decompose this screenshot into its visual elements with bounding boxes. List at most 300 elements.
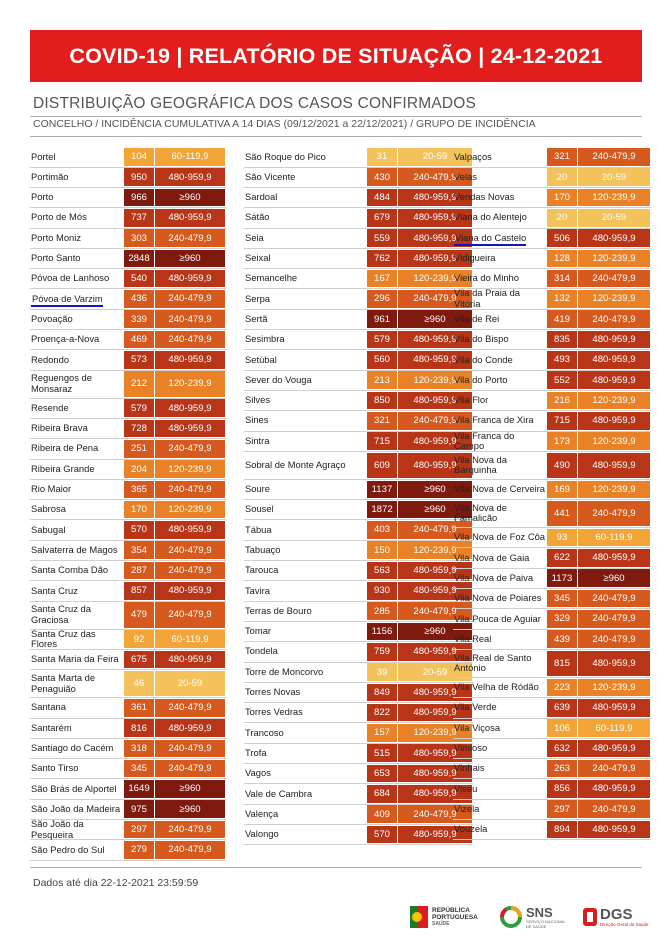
incidence-group: 20-59 xyxy=(155,671,225,696)
municipality-name-text: Soure xyxy=(245,483,271,495)
municipality-name-text: Valongo xyxy=(245,828,279,840)
municipality-name xyxy=(453,682,546,693)
municipality-name-text: Velas xyxy=(454,170,477,182)
municipality-name-text: São Brás de Alportel xyxy=(31,782,117,794)
municipality-row xyxy=(30,208,226,229)
section-title: DISTRIBUIÇÃO GEOGRÁFICA DOS CASOS CONFIRMADOS xyxy=(33,95,477,112)
municipality-name xyxy=(244,586,366,597)
municipality-name xyxy=(453,273,546,284)
incidence-value: 314 xyxy=(547,270,577,288)
municipality-row xyxy=(453,500,651,528)
incidence-group: 480-959,9 xyxy=(398,744,472,762)
municipality-row xyxy=(453,528,651,549)
municipality-name-text: Valpaços xyxy=(454,150,492,162)
incidence-group: 240-479,9 xyxy=(155,821,225,839)
municipality-name-text: Redondo xyxy=(31,353,70,365)
municipality-row xyxy=(453,167,651,188)
municipality-name xyxy=(244,565,366,576)
municipality-row xyxy=(244,784,473,805)
incidence-value: 303 xyxy=(124,229,154,247)
municipality-name-text: Setúbal xyxy=(245,353,277,365)
incidence-group: 120-239,9 xyxy=(578,189,650,207)
municipality-row xyxy=(244,208,473,229)
municipality-row xyxy=(453,289,651,310)
municipality-name xyxy=(244,789,366,800)
municipality-row xyxy=(244,561,473,582)
incidence-group: 480-959,9 xyxy=(398,765,472,783)
municipality-row xyxy=(453,739,651,760)
municipality-row xyxy=(30,820,226,841)
incidence-group: ≥960 xyxy=(155,780,225,798)
incidence-group: 120-239,9 xyxy=(398,270,472,288)
municipality-name xyxy=(30,819,123,840)
incidence-value: 850 xyxy=(367,392,397,410)
municipality-name xyxy=(30,743,123,754)
incidence-value: 2848 xyxy=(124,250,154,268)
incidence-group: ≥960 xyxy=(578,569,650,587)
incidence-value: 849 xyxy=(367,684,397,702)
incidence-group: 240-479,9 xyxy=(398,805,472,823)
municipality-name-text: Torre de Moncorvo xyxy=(245,665,324,677)
municipality-name xyxy=(453,702,546,713)
incidence-group: 60-119,9 xyxy=(155,148,225,166)
municipality-name-text: Sardoal xyxy=(245,191,278,203)
logo-text: SNS xyxy=(526,904,553,920)
municipality-row xyxy=(453,589,651,610)
incidence-value: 132 xyxy=(547,290,577,308)
incidence-value: 46 xyxy=(124,671,154,696)
municipality-name xyxy=(30,152,123,163)
municipality-row xyxy=(453,650,651,678)
incidence-value: 167 xyxy=(367,270,397,288)
municipality-row xyxy=(30,370,226,398)
incidence-value: 173 xyxy=(547,432,577,450)
municipality-name-text: Reguengos de Monsaraz xyxy=(31,372,92,394)
incidence-group: 480-959,9 xyxy=(155,168,225,186)
incidence-group: 480-959,9 xyxy=(578,651,650,676)
incidence-group: 480-959,9 xyxy=(155,719,225,737)
municipality-row xyxy=(244,723,473,744)
incidence-group: 120-239,9 xyxy=(155,371,225,396)
municipality-name-text: Povoação xyxy=(31,312,73,324)
incidence-value: 409 xyxy=(367,805,397,823)
incidence-group: 120-239,9 xyxy=(578,679,650,697)
municipality-row xyxy=(244,601,473,622)
incidence-group: 480-959,9 xyxy=(398,189,472,207)
incidence-value: 515 xyxy=(367,744,397,762)
municipality-row xyxy=(453,480,651,501)
municipality-row xyxy=(453,629,651,650)
municipality-name xyxy=(453,573,546,584)
municipality-name-text: Vila Pouca de Aguiar xyxy=(454,612,541,624)
municipality-name xyxy=(244,436,366,447)
municipality-name xyxy=(453,172,546,183)
municipality-row xyxy=(453,718,651,739)
municipality-row xyxy=(453,208,651,229)
municipality-name xyxy=(30,586,123,597)
municipality-row xyxy=(244,147,473,168)
municipality-name xyxy=(244,375,366,386)
municipality-name xyxy=(244,192,366,203)
municipality-name xyxy=(244,152,366,163)
incidence-value: 204 xyxy=(124,460,154,478)
municipality-name xyxy=(30,443,123,454)
municipality-row xyxy=(30,167,226,188)
incidence-group: 60-119,9 xyxy=(155,630,225,648)
incidence-group: 480-959,9 xyxy=(155,399,225,417)
municipality-name-text: Vila Real xyxy=(454,632,492,644)
incidence-value: 436 xyxy=(124,290,154,308)
incidence-value: 354 xyxy=(124,541,154,559)
municipality-name-text: Ribeira Brava xyxy=(31,422,88,434)
municipality-name-text: Vila Nova de Famalicão xyxy=(454,501,507,524)
municipality-name xyxy=(244,212,366,223)
municipality-name xyxy=(30,763,123,774)
incidence-group: 240-479,9 xyxy=(578,148,650,166)
municipality-name xyxy=(244,829,366,840)
municipality-name-text: Póvoa de Lanhoso xyxy=(31,272,110,284)
incidence-group: 480-959,9 xyxy=(398,250,472,268)
municipality-name xyxy=(244,395,366,406)
incidence-value: 92 xyxy=(124,630,154,648)
municipality-name xyxy=(244,273,366,284)
report-title-banner xyxy=(30,30,642,82)
municipality-name xyxy=(453,314,546,325)
municipality-name-text: Tondela xyxy=(245,645,278,657)
municipality-name-text: Santa Cruz das Flores xyxy=(31,627,96,650)
incidence-group: 480-959,9 xyxy=(578,780,650,798)
incidence-value: 479 xyxy=(124,602,154,627)
incidence-group: 480-959,9 xyxy=(155,420,225,438)
incidence-group: 240-479,9 xyxy=(578,501,650,526)
incidence-value: 469 xyxy=(124,331,154,349)
incidence-group: ≥960 xyxy=(398,501,472,519)
logo-text: DGS xyxy=(600,905,633,923)
municipality-name xyxy=(30,373,123,394)
incidence-value: 961 xyxy=(367,310,397,328)
incidence-group: 20-59 xyxy=(398,148,472,166)
municipality-name-text: Vila Franca de Xira xyxy=(454,414,534,426)
municipality-row xyxy=(244,350,473,371)
municipality-name xyxy=(244,748,366,759)
municipality-row xyxy=(244,452,473,480)
incidence-group: 480-959,9 xyxy=(398,785,472,803)
municipality-name-text: Vila Nova da Barquinha xyxy=(454,453,507,476)
incidence-group: 480-959,9 xyxy=(578,331,650,349)
municipality-name xyxy=(244,606,366,617)
municipality-row xyxy=(453,350,651,371)
municipality-row xyxy=(244,804,473,825)
incidence-value: 762 xyxy=(367,250,397,268)
municipality-name xyxy=(453,804,546,815)
incidence-value: 1137 xyxy=(367,481,397,499)
incidence-group: 120-239,9 xyxy=(155,460,225,478)
incidence-value: 632 xyxy=(547,740,577,758)
dgs-logo xyxy=(583,900,653,934)
incidence-group: 480-959,9 xyxy=(398,582,472,600)
municipality-name-text: Valença xyxy=(245,807,279,819)
municipality-name-text: Vila do Bispo xyxy=(454,333,509,345)
incidence-group: 480-959,9 xyxy=(398,643,472,661)
municipality-name-text: Semancelhe xyxy=(245,272,298,284)
municipality-row xyxy=(30,698,226,719)
republica-portuguesa-logo xyxy=(410,900,496,934)
municipality-name xyxy=(30,673,123,694)
municipality-name xyxy=(30,545,123,556)
municipality-row xyxy=(244,642,473,663)
municipality-name-text: Santiago do Cacém xyxy=(31,742,114,754)
municipality-name-text: Vouzela xyxy=(454,823,488,835)
municipality-row xyxy=(244,703,473,724)
municipality-name xyxy=(244,687,366,698)
municipality-row xyxy=(30,419,226,440)
municipality-name xyxy=(30,233,123,244)
incidence-value: 31 xyxy=(367,148,397,166)
municipality-row xyxy=(244,825,473,846)
incidence-group: 480-959,9 xyxy=(398,826,472,844)
incidence-group: 480-959,9 xyxy=(398,453,472,478)
incidence-group: 480-959,9 xyxy=(578,229,650,247)
incidence-value: 285 xyxy=(367,602,397,620)
municipality-name xyxy=(244,460,366,471)
incidence-group: ≥960 xyxy=(398,310,472,328)
municipality-name xyxy=(453,784,546,795)
municipality-name-text: Santarém xyxy=(31,721,72,733)
incidence-group: ≥960 xyxy=(398,481,472,499)
incidence-group: 480-959,9 xyxy=(578,412,650,430)
incidence-group: 240-479,9 xyxy=(578,310,650,328)
incidence-value: 552 xyxy=(547,371,577,389)
municipality-name-text: Trancoso xyxy=(245,726,284,738)
municipality-row xyxy=(244,289,473,310)
municipality-name-text: Vidigueira xyxy=(454,252,496,264)
municipality-name-text: Ribeira de Pena xyxy=(31,442,99,454)
municipality-row xyxy=(244,330,473,351)
municipality-row xyxy=(30,670,226,698)
incidence-value: 493 xyxy=(547,351,577,369)
municipality-name-text: Vila Velha de Ródão xyxy=(454,681,539,693)
municipality-name-text: Porto Moniz xyxy=(31,231,82,243)
municipality-row xyxy=(244,662,473,683)
incidence-value: 559 xyxy=(367,229,397,247)
municipality-row xyxy=(244,249,473,270)
municipality-row xyxy=(453,269,651,290)
municipality-name xyxy=(30,464,123,475)
incidence-group: 240-479,9 xyxy=(155,760,225,778)
incidence-group: 240-479,9 xyxy=(578,270,650,288)
incidence-group: 480-959,9 xyxy=(578,351,650,369)
incidence-value: 263 xyxy=(547,760,577,778)
municipality-name-text: Vila Nova de Gaia xyxy=(454,551,530,563)
incidence-group: 120-239,9 xyxy=(578,392,650,410)
municipality-name xyxy=(30,565,123,576)
incidence-value: 573 xyxy=(124,351,154,369)
municipality-row xyxy=(30,289,226,310)
municipality-name xyxy=(30,334,123,345)
incidence-group: 120-239,9 xyxy=(398,724,472,742)
incidence-group: 480-959,9 xyxy=(155,582,225,600)
municipality-name-text: Santo Tirso xyxy=(31,762,79,774)
incidence-value: 609 xyxy=(367,453,397,478)
municipality-row xyxy=(30,520,226,541)
municipality-name xyxy=(453,653,546,674)
municipality-row xyxy=(453,452,651,480)
municipality-name-text: Porto de Mós xyxy=(31,211,87,223)
incidence-value: 339 xyxy=(124,310,154,328)
divider xyxy=(30,136,642,137)
municipality-name-text: Vila de Rei xyxy=(454,312,500,324)
incidence-value: 563 xyxy=(367,562,397,580)
incidence-value: 570 xyxy=(367,826,397,844)
incidence-group: 240-479,9 xyxy=(155,699,225,717)
municipality-row xyxy=(453,609,651,630)
incidence-group: 480-959,9 xyxy=(398,229,472,247)
municipality-name-text: Viana do Castelo xyxy=(454,232,526,246)
incidence-group: 120-239,9 xyxy=(578,290,650,308)
incidence-group: 480-959,9 xyxy=(155,209,225,227)
municipality-name-text: São Vicente xyxy=(245,170,296,182)
incidence-group: 120-239,9 xyxy=(155,501,225,519)
incidence-value: 170 xyxy=(124,501,154,519)
municipality-name-text: Vila Flor xyxy=(454,394,489,406)
municipality-name-text: Vila Franca do Campo xyxy=(454,429,515,452)
incidence-group: 240-479,9 xyxy=(155,331,225,349)
incidence-value: 653 xyxy=(367,765,397,783)
municipality-name-text: Proença-a-Nova xyxy=(31,333,100,345)
municipality-name xyxy=(30,355,123,366)
incidence-value: 950 xyxy=(124,168,154,186)
municipality-name-text: Sátão xyxy=(245,211,270,223)
sns-emblem-icon xyxy=(500,906,522,928)
municipality-name xyxy=(244,314,366,325)
incidence-group: 240-479,9 xyxy=(155,310,225,328)
municipality-name-text: Santa Comba Dão xyxy=(31,564,109,576)
incidence-group: 240-479,9 xyxy=(578,610,650,628)
incidence-group: 20-59 xyxy=(398,663,472,681)
incidence-group: 480-959,9 xyxy=(398,331,472,349)
incidence-value: 361 xyxy=(124,699,154,717)
municipality-row xyxy=(30,718,226,739)
municipality-name xyxy=(30,845,123,856)
incidence-value: 856 xyxy=(547,780,577,798)
incidence-value: 675 xyxy=(124,651,154,669)
municipality-name-text: Terras de Bouro xyxy=(245,604,312,616)
municipality-name xyxy=(244,646,366,657)
municipality-row xyxy=(453,309,651,330)
incidence-group: 240-479,9 xyxy=(155,229,225,247)
incidence-group: 480-959,9 xyxy=(398,351,472,369)
municipality-name xyxy=(453,415,546,426)
incidence-value: 1649 xyxy=(124,780,154,798)
municipality-row xyxy=(30,398,226,419)
incidence-group: 480-959,9 xyxy=(398,704,472,722)
incidence-value: 639 xyxy=(547,699,577,717)
municipality-name-text: Silves xyxy=(245,394,271,406)
municipality-row xyxy=(244,743,473,764)
municipality-name xyxy=(453,484,546,495)
municipality-row xyxy=(244,411,473,432)
incidence-group: 480-959,9 xyxy=(578,371,650,389)
municipality-row xyxy=(453,228,651,249)
municipality-name xyxy=(244,294,366,305)
municipality-name-text: Vila Real de Santo António xyxy=(454,651,532,674)
municipality-name xyxy=(453,634,546,645)
municipality-name xyxy=(30,484,123,495)
municipality-row xyxy=(30,269,226,290)
municipality-name xyxy=(30,403,123,414)
municipality-name xyxy=(453,593,546,604)
municipality-name xyxy=(453,763,546,774)
municipality-row xyxy=(244,500,473,521)
incidence-value: 737 xyxy=(124,209,154,227)
incidence-value: 251 xyxy=(124,440,154,458)
municipality-name xyxy=(30,504,123,515)
incidence-group: 240-479,9 xyxy=(155,562,225,580)
municipality-row xyxy=(244,683,473,704)
municipality-row xyxy=(30,739,226,760)
municipality-name-text: Torres Vedras xyxy=(245,706,303,718)
municipality-name xyxy=(244,768,366,779)
municipality-row xyxy=(30,188,226,209)
incidence-group: 480-959,9 xyxy=(578,453,650,478)
municipality-row xyxy=(30,561,226,582)
incidence-group: 240-479,9 xyxy=(155,602,225,627)
municipality-name-text: São Pedro do Sul xyxy=(31,843,105,855)
logo-text: Direção-Geral da Saúde xyxy=(600,921,649,927)
logo-text: SAÚDE xyxy=(432,920,450,927)
incidence-group: 480-959,9 xyxy=(155,270,225,288)
municipality-name xyxy=(453,334,546,345)
incidence-value: 321 xyxy=(367,412,397,430)
incidence-value: 570 xyxy=(124,521,154,539)
municipality-name xyxy=(244,809,366,820)
municipality-row xyxy=(453,249,651,270)
incidence-value: 128 xyxy=(547,250,577,268)
municipality-row xyxy=(244,581,473,602)
municipality-row xyxy=(453,370,651,391)
incidence-value: 1156 xyxy=(367,623,397,641)
incidence-group: 240-479,9 xyxy=(398,168,472,186)
incidence-group: 240-479,9 xyxy=(155,841,225,859)
municipality-name xyxy=(453,152,546,163)
municipality-name xyxy=(30,702,123,713)
municipality-name xyxy=(30,604,123,625)
incidence-value: 321 xyxy=(547,148,577,166)
municipality-row xyxy=(453,391,651,412)
section-subheading: CONCELHO / INCIDÊNCIA CUMULATIVA A 14 DIAS (09/12/2021 a 22/12/2021) / GRUPO DE INCIDÊNCIA xyxy=(33,118,536,130)
incidence-value: 150 xyxy=(367,541,397,559)
municipality-name-text: Vinhais xyxy=(454,762,485,774)
municipality-row xyxy=(30,330,226,351)
municipality-name-text: Serpa xyxy=(245,292,271,304)
incidence-value: 857 xyxy=(124,582,154,600)
incidence-group: 240-479,9 xyxy=(155,740,225,758)
municipality-name-text: Tabuaço xyxy=(245,543,281,555)
municipality-row xyxy=(244,431,473,452)
municipality-row xyxy=(30,540,226,561)
municipality-name xyxy=(244,484,366,495)
municipality-name-text: Sintra xyxy=(245,434,270,446)
incidence-value: 622 xyxy=(547,549,577,567)
incidence-group: 480-959,9 xyxy=(398,562,472,580)
incidence-value: 169 xyxy=(547,481,577,499)
municipality-name xyxy=(453,233,546,244)
incidence-value: 441 xyxy=(547,501,577,526)
municipality-name-text: Vizela xyxy=(454,802,480,814)
incidence-value: 560 xyxy=(367,351,397,369)
municipality-row xyxy=(244,269,473,290)
municipality-name-text: São João da Pesqueira xyxy=(31,818,84,840)
